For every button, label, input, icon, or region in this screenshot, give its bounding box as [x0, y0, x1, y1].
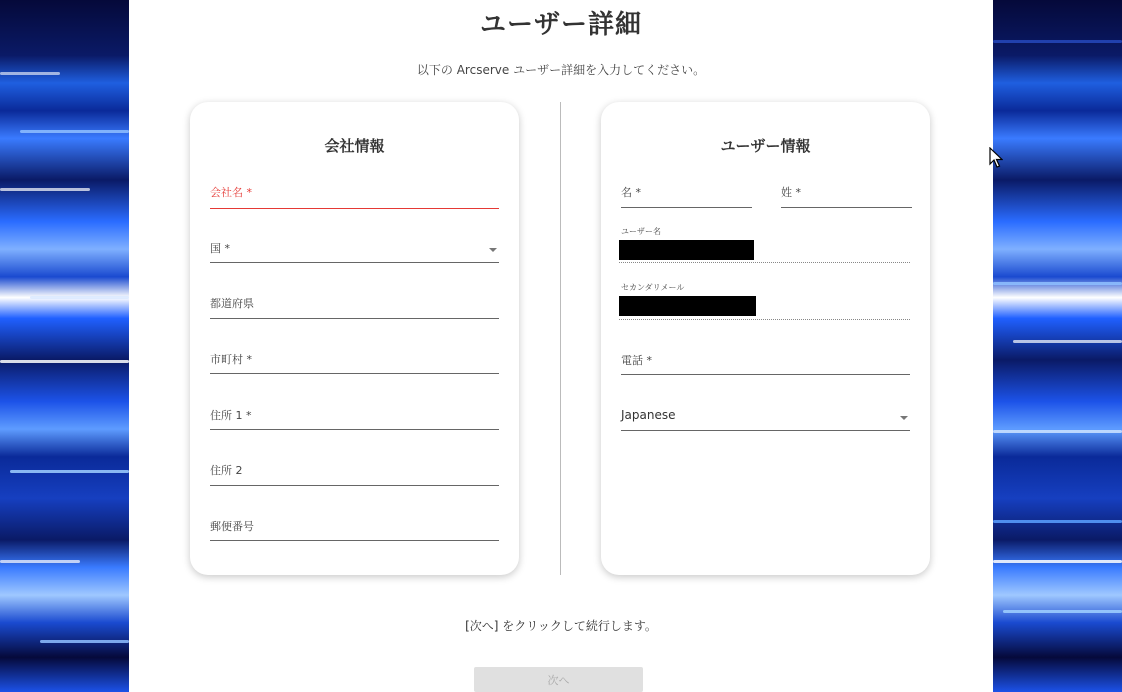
language-select[interactable]: [621, 408, 910, 431]
continue-instruction: [次へ] をクリックして続行します。: [465, 619, 657, 633]
next-button[interactable]: 次へ: [474, 667, 643, 692]
company-name-label: 会社名 *: [210, 186, 252, 199]
secondary-email-underline: [619, 319, 910, 320]
background-left: [0, 0, 129, 692]
chevron-down-icon: [900, 416, 908, 420]
background-right: [993, 0, 1122, 692]
postal-code-field[interactable]: [210, 518, 499, 541]
page-title: ユーザー詳細: [479, 10, 642, 40]
user-info-title: ユーザー情報: [720, 137, 811, 155]
city-underline: [210, 373, 499, 374]
language-value: Japanese: [621, 408, 676, 422]
company-info-card: [190, 102, 519, 575]
city-field[interactable]: [210, 351, 499, 374]
page-subtitle: 以下の Arcserve ユーザー詳細を入力してください。: [416, 63, 706, 77]
company-name-underline: [210, 208, 499, 209]
secondary-email-field[interactable]: [619, 282, 910, 320]
secondary-email-redacted: [619, 296, 756, 316]
prefecture-label: 都道府県: [210, 297, 254, 310]
secondary-email-label: セカンダリメール: [621, 283, 685, 292]
company-info-title: 会社情報: [324, 137, 385, 155]
username-label: ユーザー名: [621, 227, 661, 236]
prefecture-underline: [210, 318, 499, 319]
chevron-down-icon: [489, 248, 497, 252]
last-name-field[interactable]: [781, 184, 912, 208]
main-panel: [129, 0, 993, 692]
country-underline: [210, 262, 499, 263]
mouse-cursor-icon: [989, 147, 1003, 169]
postal-code-underline: [210, 540, 499, 541]
first-name-field[interactable]: [621, 184, 752, 208]
country-select[interactable]: [210, 240, 499, 263]
username-underline: [619, 262, 910, 263]
address1-field[interactable]: [210, 407, 499, 430]
address2-underline: [210, 485, 499, 486]
company-name-field[interactable]: [210, 184, 499, 209]
username-field[interactable]: [619, 226, 910, 263]
first-name-label: 名 *: [621, 186, 641, 199]
last-name-label: 姓 *: [781, 186, 801, 199]
last-name-underline: [781, 207, 912, 208]
address1-label: 住所 1 *: [210, 409, 252, 422]
phone-underline: [621, 374, 910, 375]
address2-field[interactable]: [210, 462, 499, 486]
prefecture-field[interactable]: [210, 295, 499, 319]
phone-label: 電話 *: [621, 354, 652, 367]
user-info-card: [601, 102, 930, 575]
address1-underline: [210, 429, 499, 430]
username-redacted: [619, 240, 754, 260]
first-name-underline: [621, 207, 752, 208]
address2-label: 住所 2: [210, 464, 243, 477]
country-label: 国 *: [210, 242, 230, 255]
city-label: 市町村 *: [210, 353, 252, 366]
language-underline: [621, 430, 910, 431]
vertical-divider: [560, 102, 561, 575]
postal-code-label: 郵便番号: [210, 520, 254, 533]
phone-field[interactable]: [621, 352, 910, 375]
